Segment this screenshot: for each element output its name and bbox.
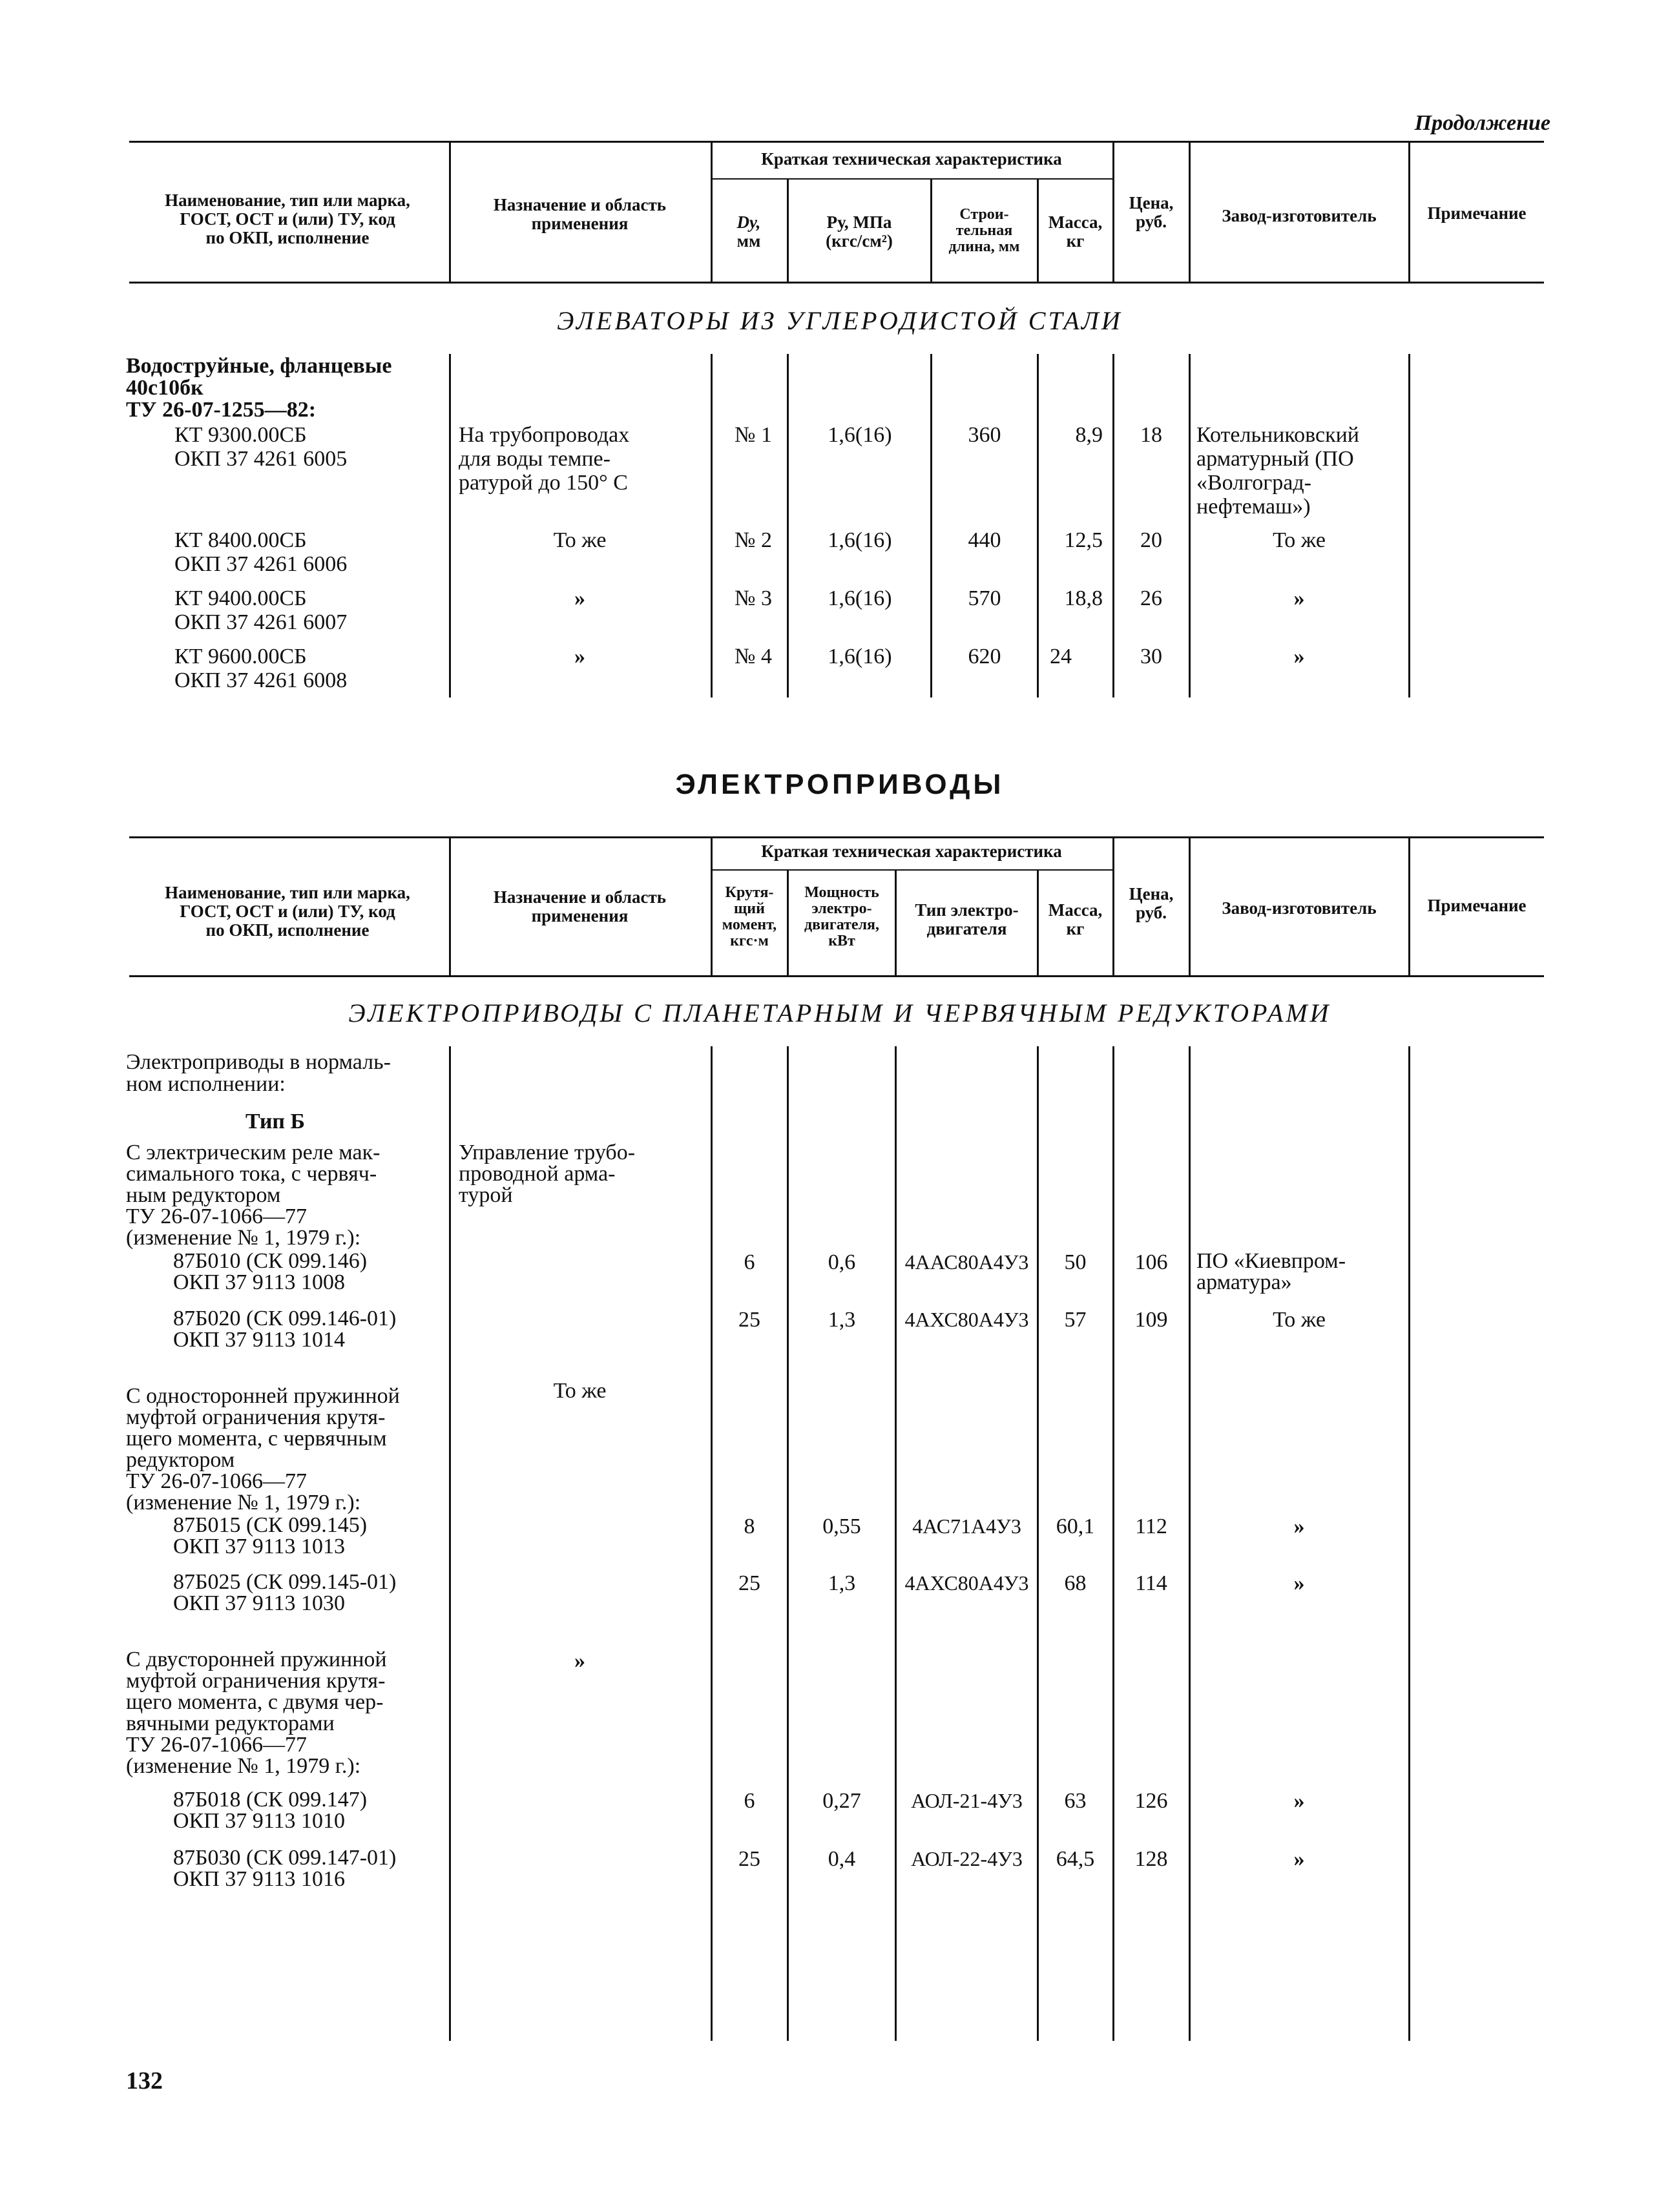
t1-r3-dy: № 3 <box>735 586 772 610</box>
t2-section-title: ЭЛЕКТРОПРИВОДЫ С ПЛАНЕТАРНЫМ И ЧЕРВЯЧНЫМ РЕДУКТОРАМИ <box>348 998 1331 1028</box>
t2-body-sep-6 <box>1112 1046 1114 2041</box>
t2-group2-name: С односторонней пружинной муфтой ограничения крутя- щего момента, с червячным редуктором ТУ 26-07-1066—77 (изменение № 1, 1979 г.): <box>126 1384 400 1514</box>
t2-r1-name: 87Б010 (СК 099.146) ОКП 37 9113 1008 <box>173 1249 368 1294</box>
t1-body-sep-2 <box>711 354 713 698</box>
t2-r6-mass: 64,5 <box>1056 1847 1095 1871</box>
t2-body-sep-5 <box>1037 1046 1039 2041</box>
page-number: 132 <box>126 2067 163 2094</box>
t2-r3-power: 0,55 <box>822 1514 861 1538</box>
t2-r1-torque: 6 <box>744 1250 755 1274</box>
t2-r1-motor: 4ААС80А4У3 <box>904 1250 1029 1274</box>
t2-header-maker: Завод-изготовитель <box>1222 898 1377 918</box>
t1-body-sep-3 <box>787 354 789 698</box>
t2-intro: Электроприводы в нормаль- ном исполнении: <box>126 1050 391 1096</box>
t2-r2-torque: 25 <box>738 1308 760 1332</box>
t2-group3-name: С двусторонней пружинной муфтой ограничения крутя- щего момента, с двумя чер- вячными редукторами ТУ 26-07-1066—77 (изменение № 1, 1979 г.): <box>126 1648 387 1778</box>
t2-r5-price: 126 <box>1134 1789 1168 1813</box>
t1-body-sep-1 <box>449 354 451 698</box>
t2-r2-motor: 4АХС80А4У3 <box>904 1308 1029 1331</box>
t1-r4-dy: № 4 <box>735 645 772 668</box>
t2-header-tech-group: Краткая техническая характеристика <box>761 842 1062 861</box>
t1-r2-purpose: То же <box>553 528 607 552</box>
t2-r4-maker: » <box>1293 1571 1305 1595</box>
t1-r1-maker: Котельниковский арматурный (ПО «Волгоград- нефтемаш») <box>1196 423 1359 519</box>
t2-r4-name: 87Б025 (СК 099.145-01) ОКП 37 9113 1030 <box>173 1570 397 1615</box>
t1-header-note: Примечание <box>1427 203 1527 223</box>
t2-header-motor: Тип электро- двигателя <box>915 900 1019 938</box>
t1-header-maker: Завод-изготовитель <box>1222 206 1377 225</box>
table1-header-bottom-rule <box>129 282 1544 284</box>
t1-r4-purpose: » <box>574 645 585 668</box>
table2-top-rule <box>129 836 1544 838</box>
t2-body-sep-3 <box>787 1046 789 2041</box>
t1-r1-name: КТ 9300.00СБ ОКП 37 4261 6005 <box>174 423 348 471</box>
t2-r5-torque: 6 <box>744 1789 755 1813</box>
t2-header-note: Примечание <box>1427 896 1527 915</box>
t2-r2-maker: То же <box>1273 1308 1326 1332</box>
t2-r6-price: 128 <box>1134 1847 1168 1871</box>
t1-header-name: Наименование, тип или марка, ГОСТ, ОСТ и (или) ТУ, код по ОКП, исполнение <box>165 191 410 247</box>
t1-body-sep-8 <box>1408 354 1410 698</box>
t2-r4-power: 1,3 <box>828 1571 856 1595</box>
t1-r2-name: КТ 8400.00СБ ОКП 37 4261 6006 <box>174 528 348 576</box>
t2-header-mass: Масса, кг <box>1048 900 1103 938</box>
t2-header-name: Наименование, тип или марка, ГОСТ, ОСТ и (или) ТУ, код по ОКП, исполнение <box>165 883 410 940</box>
t2-r4-motor: 4АХС80А4У3 <box>904 1571 1029 1595</box>
t2-r1-maker: ПО «Киевпром- арматура» <box>1196 1249 1346 1294</box>
t1-header-py: Pу, МПа (кгс/см²) <box>826 212 893 251</box>
t2-hdr-sep-1 <box>449 836 451 975</box>
t2-r1-mass: 50 <box>1064 1250 1087 1274</box>
t2-group1-purpose: Управление трубо- проводной арма- турой <box>459 1141 636 1207</box>
t2-r2-mass: 57 <box>1064 1308 1087 1332</box>
t1-hdr-sep-1 <box>449 141 451 282</box>
t1-r3-py: 1,6(16) <box>828 586 892 610</box>
t1-r1-dy: № 1 <box>735 423 772 447</box>
t2-r5-power: 0,27 <box>822 1789 861 1813</box>
table2-tech-group-rule <box>711 869 1112 871</box>
table1-tech-group-rule <box>711 178 1112 180</box>
t1-header-dy: Dу, мм <box>736 212 761 251</box>
t1-r1-py: 1,6(16) <box>828 423 892 447</box>
t2-r1-power: 0,6 <box>828 1250 856 1274</box>
t1-r2-length: 440 <box>968 528 1001 552</box>
t2-r3-torque: 8 <box>744 1514 755 1538</box>
t2-r5-name: 87Б018 (СК 099.147) ОКП 37 9113 1010 <box>173 1788 368 1833</box>
t1-r4-length: 620 <box>968 645 1001 668</box>
t2-body-sep-1 <box>449 1046 451 2041</box>
table2-header-bottom-rule <box>129 975 1544 977</box>
t1-r2-mass: 12,5 <box>1064 528 1103 552</box>
t1-r1-purpose: На трубопроводах для воды темпе- ратурой до 150° С <box>459 423 630 495</box>
t1-header-length: Строи- тельная длина, мм <box>948 206 1020 255</box>
t1-section-title: ЭЛЕВАТОРЫ ИЗ УГЛЕРОДИСТОЙ СТАЛИ <box>557 306 1123 335</box>
t1-body-sep-4 <box>930 354 932 698</box>
t1-r2-maker: То же <box>1273 528 1326 552</box>
t2-r3-price: 112 <box>1135 1514 1167 1538</box>
t1-header-tech-group: Краткая техническая характеристика <box>761 149 1062 169</box>
t2-r3-maker: » <box>1293 1514 1305 1538</box>
t1-r4-py: 1,6(16) <box>828 645 892 668</box>
t2-header-torque: Крутя- щий момент, кгс·м <box>722 884 777 949</box>
t2-r6-torque: 25 <box>738 1847 760 1871</box>
continuation-label: Продолжение <box>1414 111 1550 135</box>
t2-r6-power: 0,4 <box>828 1847 856 1871</box>
t2-body-sep-2 <box>711 1046 713 2041</box>
t1-r4-price: 30 <box>1140 645 1162 668</box>
electric-drives-title: ЭЛЕКТРОПРИВОДЫ <box>675 769 1005 800</box>
t2-type-label: Тип Б <box>245 1110 305 1133</box>
t2-r6-maker: » <box>1293 1847 1305 1871</box>
t1-group-name: Водоструйные, фланцевые 40с10бк ТУ 26-07-1255—82: <box>126 354 392 422</box>
t1-r3-maker: » <box>1293 586 1305 610</box>
t1-r3-mass: 18,8 <box>1064 586 1103 610</box>
t2-r3-motor: 4АС71А4У3 <box>912 1514 1021 1538</box>
t1-r1-price: 18 <box>1140 423 1162 447</box>
t2-r2-price: 109 <box>1134 1308 1168 1332</box>
t2-r4-mass: 68 <box>1064 1571 1087 1595</box>
t2-header-price: Цена, руб. <box>1129 884 1174 922</box>
t1-r3-price: 26 <box>1140 586 1162 610</box>
t2-group2-purpose: То же <box>553 1379 607 1403</box>
t2-r6-motor: АОЛ-22-4У3 <box>911 1847 1023 1870</box>
t2-group3-purpose: » <box>574 1649 585 1673</box>
t1-r2-py: 1,6(16) <box>828 528 892 552</box>
t1-header-price: Цена, руб. <box>1129 193 1174 231</box>
table1-top-rule <box>129 141 1544 143</box>
t1-r1-length: 360 <box>968 423 1001 447</box>
t2-r5-mass: 63 <box>1064 1789 1087 1813</box>
t1-r1-mass: 8,9 <box>1075 423 1103 447</box>
t1-r4-name: КТ 9600.00СБ ОКП 37 4261 6008 <box>174 645 348 692</box>
t1-r4-maker: » <box>1293 645 1305 668</box>
t2-r2-name: 87Б020 (СК 099.146-01) ОКП 37 9113 1014 <box>173 1307 397 1352</box>
t2-r2-power: 1,3 <box>828 1308 856 1332</box>
t1-r3-purpose: » <box>574 586 585 610</box>
t2-header-power: Мощность электро- двигателя, кВт <box>804 884 880 949</box>
t1-header-mass: Масса, кг <box>1048 212 1103 251</box>
t2-r5-motor: АОЛ-21-4У3 <box>911 1789 1023 1812</box>
t2-r6-name: 87Б030 (СК 099.147-01) ОКП 37 9113 1016 <box>173 1846 397 1891</box>
t2-r4-price: 114 <box>1135 1571 1167 1595</box>
t1-r2-price: 20 <box>1140 528 1162 552</box>
t2-header-purpose: Назначение и область применения <box>493 887 667 925</box>
t2-group1-name: С электрическим реле мак- симального тока, с червяч- ным редуктором ТУ 26-07-1066—77 (изменение № 1, 1979 г.): <box>126 1141 381 1250</box>
t1-r3-length: 570 <box>968 586 1001 610</box>
t2-body-sep-4 <box>895 1046 897 2041</box>
t2-r4-torque: 25 <box>738 1571 760 1595</box>
t1-r3-name: КТ 9400.00СБ ОКП 37 4261 6007 <box>174 586 348 634</box>
t1-r4-mass: 24 <box>1050 645 1072 668</box>
t1-body-sep-5 <box>1037 354 1039 698</box>
t2-body-sep-7 <box>1189 1046 1191 2041</box>
t1-r2-dy: № 2 <box>735 528 772 552</box>
t2-body-sep-8 <box>1408 1046 1410 2041</box>
t1-header-purpose: Назначение и область применения <box>493 195 667 233</box>
t2-r1-price: 106 <box>1134 1250 1168 1274</box>
t2-r3-name: 87Б015 (СК 099.145) ОКП 37 9113 1013 <box>173 1513 368 1558</box>
t2-r5-maker: » <box>1293 1789 1305 1813</box>
t2-r3-mass: 60,1 <box>1056 1514 1095 1538</box>
